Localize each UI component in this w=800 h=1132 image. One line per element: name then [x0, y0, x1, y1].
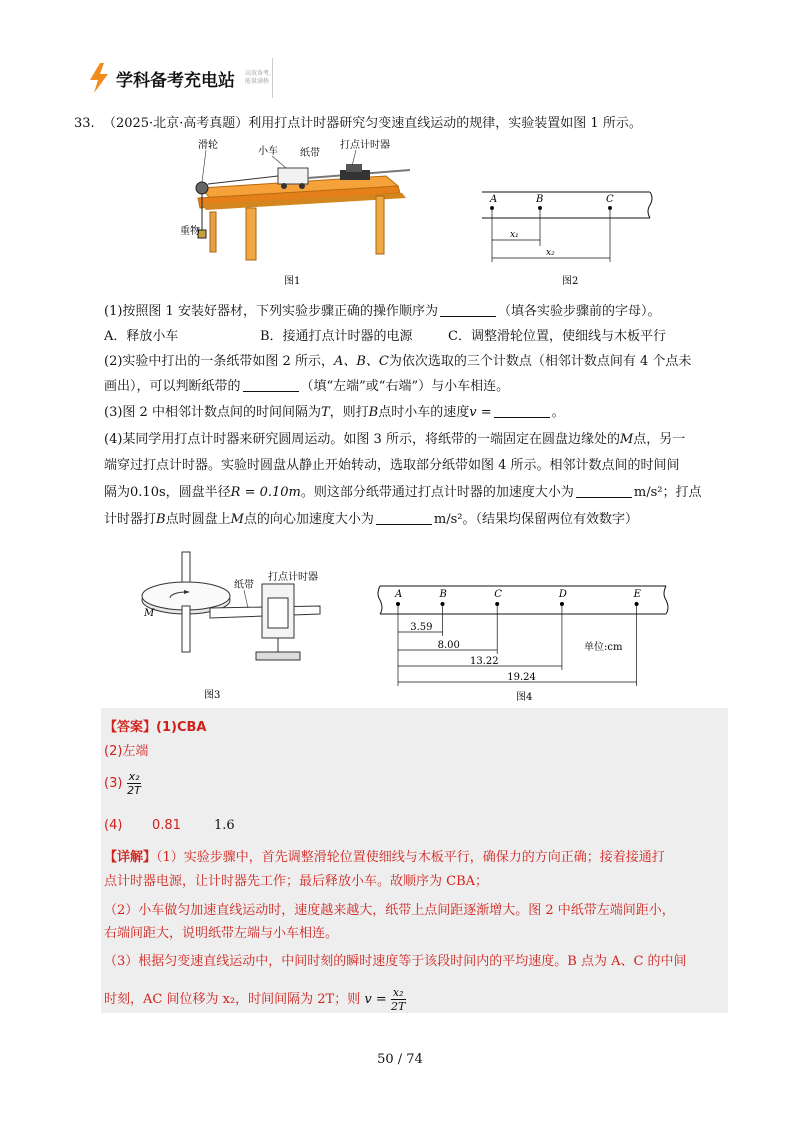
figure-3-disk — [140, 548, 340, 703]
svg-text:单位:cm: 单位:cm — [584, 642, 623, 653]
logo-slogan: 高效备考, 能量满格 — [245, 70, 271, 85]
svg-text:x₂: x₂ — [546, 248, 555, 258]
fig4-point-label: B — [439, 589, 447, 600]
svg-text:重物: 重物 — [180, 226, 200, 237]
detail-2a: （2）小车做匀加速直线运动时，速度越来越大，纸带上点间距逐渐增大。图 2 中纸带左端间距小， — [104, 903, 675, 918]
fig4-point-label: C — [494, 589, 502, 600]
answer-3-fraction: $\frac{\text{x₂}}{2T}$ — [127, 770, 141, 797]
svg-text:A: A — [490, 194, 498, 205]
blank-2[interactable] — [243, 377, 299, 392]
svg-text:M: M — [144, 608, 155, 619]
svg-text:小车: 小车 — [258, 146, 278, 157]
question-part-4b: 端穿过打点计时器。实验时圆盘从静止开始转动，选取部分纸带如图 4 所示。相邻计数点间的时间间 — [104, 458, 680, 473]
svg-text:图2: 图2 — [562, 276, 579, 287]
detail-3a: （3）根据匀变速直线运动中，中间时刻的瞬时速度等于该段时间内的平均速度。B 点为 A、C 的中间 — [104, 954, 687, 969]
svg-text:纸带: 纸带 — [234, 580, 254, 591]
fig4-point-label: A — [395, 589, 403, 600]
detail-1a: 【详解】（1）实验步骤中，首先调整滑轮位置使细线与木板平行，确保力的方向正确；接着接通打 — [104, 850, 665, 865]
fig4-dimension-label: 13.22 — [469, 656, 499, 667]
answer-4: (4) 0.81 1.6 — [104, 818, 235, 833]
header-logo — [88, 60, 281, 96]
question-options: A．释放小车 B．接通打点计时器的电源 C．调整滑轮位置，使细线与木板平行 — [104, 329, 666, 344]
answer-2: (2)左端 — [104, 744, 149, 759]
blank-1[interactable] — [440, 302, 496, 317]
detail-3b: 时刻，AC 间位移为 x₂，时间间隔为 2T；则 v = $\frac{\text{x₂}}{2T}$ — [104, 986, 406, 1013]
svg-text:滑轮: 滑轮 — [198, 140, 218, 151]
svg-text:图1: 图1 — [284, 276, 301, 287]
fig4-dimension-label: 3.59 — [410, 622, 433, 633]
question-part-2b: 画出），可以判断纸带的 （填“左端”或“右端”）与小车相连。 — [104, 379, 510, 394]
figure-1-apparatus — [180, 138, 420, 290]
figure-2-tape — [478, 182, 658, 290]
question-part-3: (3)图 2 中相邻计数点间的时间间隔为T，则打B点时小车的速度v = 。 — [104, 405, 565, 420]
page-number: 50 / 74 — [377, 1052, 423, 1067]
lightning-icon — [88, 63, 110, 93]
blank-4[interactable] — [576, 483, 632, 498]
fig4-point-label: D — [558, 589, 567, 600]
detail-1b: 点计时器电源，让计时器先工作；最后释放小车。故顺序为 CBA； — [104, 874, 489, 889]
svg-text:打点计时器: 打点计时器 — [340, 140, 390, 151]
answer-3: (3) $\frac{\text{x₂}}{2T}$ — [104, 770, 141, 797]
svg-text:图3: 图3 — [204, 690, 221, 701]
question-intro: 33. （2025·北京·高考真题）利用打点计时器研究匀变速直线运动的规律，实验装置如图 1 所示。 — [74, 116, 642, 131]
svg-text:B: B — [536, 194, 544, 205]
logo-text: 学科备考充电站 — [116, 70, 235, 91]
blank-5[interactable] — [376, 510, 432, 525]
fig4-dimension-label: 19.24 — [507, 672, 536, 683]
fig4-point-label: E — [633, 589, 641, 600]
detail-2b: 右端间距大，说明纸带左端与小车相连。 — [104, 926, 339, 941]
svg-text:图4: 图4 — [516, 692, 533, 703]
question-part-2a: (2)实验中打出的一条纸带如图 2 所示，A、B、C为依次选取的三个计数点（相邻计数点间有 4 个点未 — [104, 354, 692, 369]
question-part-1: (1)按照图 1 安装好器材，下列实验步骤正确的操作顺序为 （填各实验步骤前的字母）。 — [104, 304, 661, 319]
logo-divider — [272, 58, 273, 98]
figure-4-tape — [376, 580, 676, 705]
svg-text:x₁: x₁ — [510, 230, 519, 240]
detail-3-fraction: $\frac{\text{x₂}}{2T}$ — [391, 986, 406, 1013]
svg-text:打点计时器: 打点计时器 — [268, 572, 318, 583]
question-part-4a: (4)某同学用打点计时器来研究圆周运动。如图 3 所示，将纸带的一端固定在圆盘边缘处的M点，另一 — [104, 432, 686, 447]
svg-text:纸带: 纸带 — [300, 148, 320, 159]
fig4-dimension-label: 8.00 — [437, 640, 460, 651]
svg-text:C: C — [606, 194, 614, 205]
question-part-4c: 隔为0.10s，圆盘半径R = 0.10m。则这部分纸带通过打点计时器的加速度大小为 m/s²；打点 — [104, 485, 702, 500]
blank-3[interactable] — [494, 403, 550, 418]
answer-1: 【答案】(1)CBA — [104, 720, 207, 735]
question-part-4d: 计时器打B点时圆盘上M点的向心加速度大小为 m/s²。（结果均保留两位有效数字） — [104, 512, 639, 527]
